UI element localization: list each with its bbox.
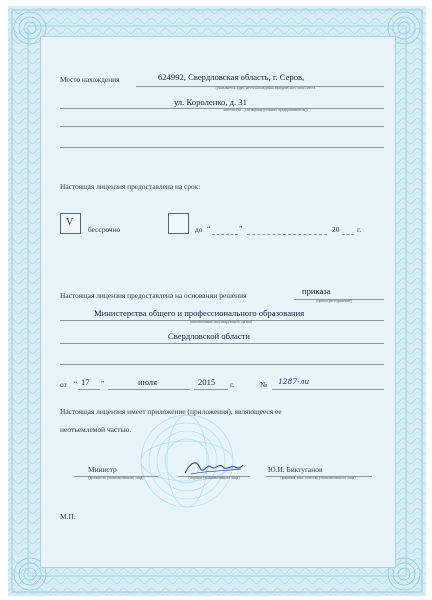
term-until-prefix: до (195, 225, 203, 234)
term-year-prefix: 20 (332, 225, 340, 234)
term-unlimited-label: бессрочно (88, 225, 121, 234)
basis-blank-line (60, 364, 384, 365)
appendix-line-2: неотъемлемой частью. (60, 425, 132, 434)
date-quote-open: “ (74, 379, 78, 388)
basis-authority: Министерства общего и профессионального образования (94, 308, 305, 318)
date-month: июля (138, 377, 158, 387)
term-label: Настоящая лицензия предоставлена на срок: (60, 182, 201, 191)
date-month-underline (108, 389, 190, 390)
appendix-line-1: Настоящая лицензия имеет приложение (приложения), являющееся ее (60, 407, 282, 416)
term-until-checkbox (168, 213, 189, 234)
term-day-blank (212, 234, 238, 235)
location-label: Место нахождения (60, 75, 120, 84)
signatory-position: Министр (88, 465, 117, 474)
signatory-name-caption: (фамилия, имя, отчество уполномоченного лица) (280, 476, 356, 480)
term-quote-close: ” (239, 224, 243, 233)
basis-region-underline (60, 343, 384, 344)
basis-doc-type: приказа (302, 286, 331, 296)
term-year-suffix: г. (357, 225, 362, 234)
date-prefix: от (60, 380, 67, 389)
license-number-underline (272, 389, 384, 390)
signature-caption: (подпись уполномоченного лица) (188, 476, 240, 480)
signatory-name: Ю.И. Биктуганов (268, 465, 323, 474)
date-year-underline (194, 389, 228, 390)
date-day-underline (78, 389, 100, 390)
location-underline-4 (60, 147, 384, 148)
seal-place-label: М.П. (60, 512, 76, 521)
date-day: 17 (81, 377, 90, 387)
date-quote-close: ” (101, 379, 105, 388)
location-value-line1: 624992, Свердловская область, г. Серов, (158, 72, 305, 82)
term-year-blank (342, 234, 354, 235)
location-caption-2: жительства – для индивидуального предпринимателя)) (223, 108, 308, 112)
basis-authority-caption: (наименование лицензирующего органа) (189, 320, 253, 324)
license-number: 1287-ли (278, 377, 310, 386)
location-value-line2: ул. Короленко, д. 31 (174, 97, 247, 107)
check-mark: V (66, 217, 74, 228)
license-number-prefix: № (260, 380, 268, 389)
date-year: 2015 (198, 377, 216, 387)
term-month-blank (247, 234, 327, 235)
license-page (8, 6, 426, 596)
basis-label: Настоящая лицензия предоставлена на основании решения (60, 291, 247, 300)
handwritten-signature (183, 456, 245, 478)
basis-doc-type-caption: (приказ/распоряжение) (316, 299, 352, 303)
location-underline-3 (60, 126, 384, 127)
term-quote-open: “ (207, 224, 211, 233)
date-year-suffix: г. (230, 380, 235, 389)
basis-region: Свердловской области (168, 331, 251, 341)
location-caption-1: (указывается адрес места нахождения юридического лица (места (215, 86, 316, 90)
signatory-position-caption: (должность уполномоченного лица) (88, 476, 144, 480)
